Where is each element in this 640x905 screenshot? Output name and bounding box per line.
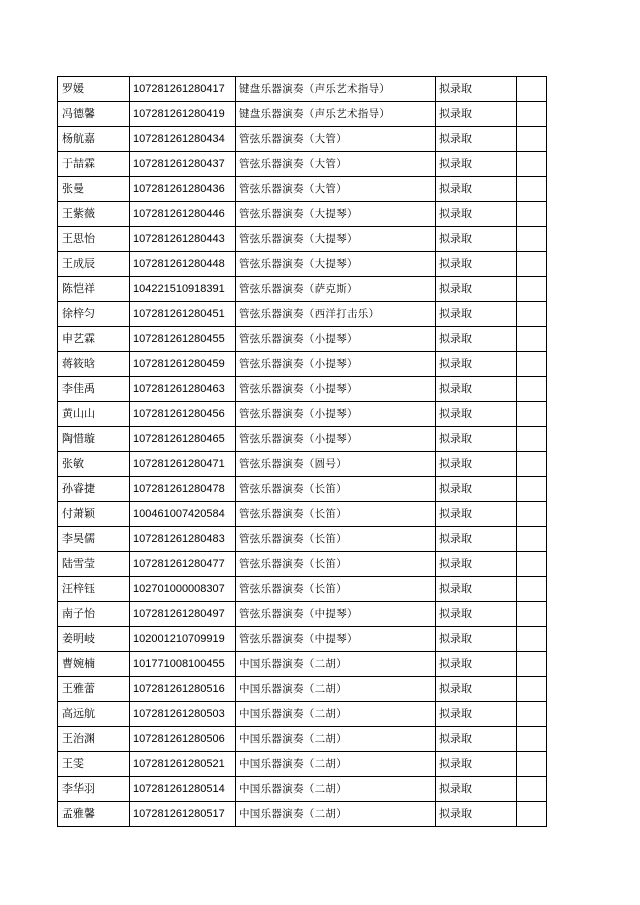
major-cell: 管弦乐器演奏（萨克斯） [236, 277, 436, 302]
result-cell: 拟录取 [436, 102, 517, 127]
major-cell: 中国乐器演奏（二胡） [236, 652, 436, 677]
candidate-name-cell: 曹婉楠 [58, 652, 130, 677]
exam-id-cell: 101771008100455 [130, 652, 236, 677]
result-cell: 拟录取 [436, 227, 517, 252]
remark-cell [517, 577, 547, 602]
result-cell: 拟录取 [436, 152, 517, 177]
major-cell: 管弦乐器演奏（大管） [236, 127, 436, 152]
table-body [58, 77, 547, 827]
remark-cell [517, 802, 547, 827]
remark-cell [517, 527, 547, 552]
table-row [58, 552, 547, 577]
major-cell: 管弦乐器演奏（大提琴） [236, 252, 436, 277]
exam-id-cell: 107281261280459 [130, 352, 236, 377]
result-cell: 拟录取 [436, 177, 517, 202]
major-cell: 中国乐器演奏（二胡） [236, 702, 436, 727]
remark-cell [517, 652, 547, 677]
exam-id-cell: 107281261280517 [130, 802, 236, 827]
exam-id-cell: 107281261280463 [130, 377, 236, 402]
major-cell: 管弦乐器演奏（大提琴） [236, 202, 436, 227]
table-row [58, 502, 547, 527]
exam-id-cell: 107281261280455 [130, 327, 236, 352]
remark-cell [517, 202, 547, 227]
exam-id-cell: 104221510918391 [130, 277, 236, 302]
result-cell: 拟录取 [436, 477, 517, 502]
table-row [58, 752, 547, 777]
remark-cell [517, 77, 547, 102]
table-row [58, 727, 547, 752]
major-cell: 中国乐器演奏（二胡） [236, 677, 436, 702]
table-row [58, 577, 547, 602]
remark-cell [517, 102, 547, 127]
exam-id-cell: 107281261280456 [130, 402, 236, 427]
result-cell: 拟录取 [436, 302, 517, 327]
result-cell: 拟录取 [436, 402, 517, 427]
exam-id-cell: 107281261280478 [130, 477, 236, 502]
exam-id-cell: 107281261280436 [130, 177, 236, 202]
exam-id-cell: 107281261280443 [130, 227, 236, 252]
candidate-name-cell: 王思怡 [58, 227, 130, 252]
candidate-name-cell: 蒋筱晗 [58, 352, 130, 377]
major-cell: 管弦乐器演奏（大提琴） [236, 227, 436, 252]
remark-cell [517, 352, 547, 377]
remark-cell [517, 752, 547, 777]
result-cell: 拟录取 [436, 602, 517, 627]
exam-id-cell: 107281261280477 [130, 552, 236, 577]
exam-id-cell: 107281261280417 [130, 77, 236, 102]
major-cell: 管弦乐器演奏（中提琴） [236, 602, 436, 627]
major-cell: 管弦乐器演奏（小提琴） [236, 377, 436, 402]
result-cell: 拟录取 [436, 752, 517, 777]
major-cell: 键盘乐器演奏（声乐艺术指导） [236, 102, 436, 127]
result-cell: 拟录取 [436, 327, 517, 352]
table-row [58, 302, 547, 327]
candidate-name-cell: 李佳禹 [58, 377, 130, 402]
candidate-name-cell: 南子怡 [58, 602, 130, 627]
exam-id-cell: 107281261280434 [130, 127, 236, 152]
candidate-name-cell: 付萧颖 [58, 502, 130, 527]
table-row [58, 702, 547, 727]
result-cell: 拟录取 [436, 677, 517, 702]
exam-id-cell: 107281261280437 [130, 152, 236, 177]
exam-id-cell: 107281261280503 [130, 702, 236, 727]
exam-id-cell: 107281261280446 [130, 202, 236, 227]
table-row [58, 102, 547, 127]
admission-table [57, 76, 547, 827]
remark-cell [517, 727, 547, 752]
result-cell: 拟录取 [436, 652, 517, 677]
candidate-name-cell: 陈恺祥 [58, 277, 130, 302]
candidate-name-cell: 冯德馨 [58, 102, 130, 127]
remark-cell [517, 402, 547, 427]
result-cell: 拟录取 [436, 577, 517, 602]
exam-id-cell: 107281261280483 [130, 527, 236, 552]
major-cell: 管弦乐器演奏（小提琴） [236, 327, 436, 352]
exam-id-cell: 107281261280471 [130, 452, 236, 477]
table-row [58, 652, 547, 677]
remark-cell [517, 327, 547, 352]
result-cell: 拟录取 [436, 777, 517, 802]
candidate-name-cell: 徐梓匀 [58, 302, 130, 327]
candidate-name-cell: 陆雪莹 [58, 552, 130, 577]
major-cell: 管弦乐器演奏（长笛） [236, 552, 436, 577]
exam-id-cell: 107281261280521 [130, 752, 236, 777]
remark-cell [517, 427, 547, 452]
remark-cell [517, 302, 547, 327]
candidate-name-cell: 孙睿捷 [58, 477, 130, 502]
table-row [58, 327, 547, 352]
remark-cell [517, 602, 547, 627]
table-row [58, 352, 547, 377]
remark-cell [517, 452, 547, 477]
exam-id-cell: 107281261280465 [130, 427, 236, 452]
result-cell: 拟录取 [436, 277, 517, 302]
table-row [58, 602, 547, 627]
exam-id-cell: 107281261280448 [130, 252, 236, 277]
result-cell: 拟录取 [436, 727, 517, 752]
result-cell: 拟录取 [436, 552, 517, 577]
table-row [58, 777, 547, 802]
remark-cell [517, 777, 547, 802]
result-cell: 拟录取 [436, 77, 517, 102]
candidate-name-cell: 李华羽 [58, 777, 130, 802]
candidate-name-cell: 王紫薇 [58, 202, 130, 227]
candidate-name-cell: 杨航嘉 [58, 127, 130, 152]
table-row [58, 177, 547, 202]
remark-cell [517, 627, 547, 652]
table-row [58, 527, 547, 552]
candidate-name-cell: 王治渊 [58, 727, 130, 752]
remark-cell [517, 377, 547, 402]
candidate-name-cell: 于喆霖 [58, 152, 130, 177]
table-row [58, 202, 547, 227]
result-cell: 拟录取 [436, 627, 517, 652]
remark-cell [517, 477, 547, 502]
table-row [58, 152, 547, 177]
major-cell: 中国乐器演奏（二胡） [236, 727, 436, 752]
exam-id-cell: 107281261280419 [130, 102, 236, 127]
table-row [58, 252, 547, 277]
table-row [58, 677, 547, 702]
result-cell: 拟录取 [436, 702, 517, 727]
result-cell: 拟录取 [436, 527, 517, 552]
table-row [58, 627, 547, 652]
exam-id-cell: 107281261280451 [130, 302, 236, 327]
result-cell: 拟录取 [436, 502, 517, 527]
major-cell: 管弦乐器演奏（中提琴） [236, 627, 436, 652]
result-cell: 拟录取 [436, 252, 517, 277]
major-cell: 管弦乐器演奏（圆号） [236, 452, 436, 477]
table-row [58, 802, 547, 827]
remark-cell [517, 252, 547, 277]
candidate-name-cell: 王成辰 [58, 252, 130, 277]
candidate-name-cell: 王雯 [58, 752, 130, 777]
exam-id-cell: 100461007420584 [130, 502, 236, 527]
major-cell: 键盘乐器演奏（声乐艺术指导） [236, 77, 436, 102]
candidate-name-cell: 陶惜璇 [58, 427, 130, 452]
candidate-name-cell: 张敏 [58, 452, 130, 477]
table-row [58, 227, 547, 252]
result-cell: 拟录取 [436, 452, 517, 477]
exam-id-cell: 102001210709919 [130, 627, 236, 652]
table-row [58, 452, 547, 477]
table-row [58, 377, 547, 402]
remark-cell [517, 677, 547, 702]
candidate-name-cell: 罗媛 [58, 77, 130, 102]
candidate-name-cell: 汪梓钰 [58, 577, 130, 602]
major-cell: 中国乐器演奏（二胡） [236, 802, 436, 827]
result-cell: 拟录取 [436, 802, 517, 827]
exam-id-cell: 107281261280516 [130, 677, 236, 702]
major-cell: 管弦乐器演奏（小提琴） [236, 352, 436, 377]
major-cell: 管弦乐器演奏（长笛） [236, 577, 436, 602]
remark-cell [517, 702, 547, 727]
candidate-name-cell: 孟雅馨 [58, 802, 130, 827]
table-row [58, 427, 547, 452]
remark-cell [517, 152, 547, 177]
table-row [58, 477, 547, 502]
exam-id-cell: 107281261280506 [130, 727, 236, 752]
major-cell: 管弦乐器演奏（长笛） [236, 527, 436, 552]
result-cell: 拟录取 [436, 427, 517, 452]
candidate-name-cell: 姜明岐 [58, 627, 130, 652]
remark-cell [517, 227, 547, 252]
candidate-name-cell: 申艺霖 [58, 327, 130, 352]
table-row [58, 277, 547, 302]
remark-cell [517, 177, 547, 202]
remark-cell [517, 502, 547, 527]
table-row [58, 127, 547, 152]
remark-cell [517, 127, 547, 152]
exam-id-cell: 107281261280497 [130, 602, 236, 627]
candidate-name-cell: 高远航 [58, 702, 130, 727]
major-cell: 中国乐器演奏（二胡） [236, 777, 436, 802]
candidate-name-cell: 李昊儒 [58, 527, 130, 552]
result-cell: 拟录取 [436, 202, 517, 227]
exam-id-cell: 102701000008307 [130, 577, 236, 602]
table-row [58, 77, 547, 102]
major-cell: 管弦乐器演奏（西洋打击乐） [236, 302, 436, 327]
remark-cell [517, 552, 547, 577]
candidate-name-cell: 张曼 [58, 177, 130, 202]
major-cell: 管弦乐器演奏（大管） [236, 177, 436, 202]
candidate-name-cell: 王雅蕾 [58, 677, 130, 702]
result-cell: 拟录取 [436, 377, 517, 402]
major-cell: 管弦乐器演奏（长笛） [236, 477, 436, 502]
major-cell: 管弦乐器演奏（长笛） [236, 502, 436, 527]
major-cell: 管弦乐器演奏（小提琴） [236, 402, 436, 427]
major-cell: 管弦乐器演奏（小提琴） [236, 427, 436, 452]
remark-cell [517, 277, 547, 302]
candidate-name-cell: 黄山山 [58, 402, 130, 427]
table-row [58, 402, 547, 427]
major-cell: 中国乐器演奏（二胡） [236, 752, 436, 777]
result-cell: 拟录取 [436, 352, 517, 377]
result-cell: 拟录取 [436, 127, 517, 152]
major-cell: 管弦乐器演奏（大管） [236, 152, 436, 177]
exam-id-cell: 107281261280514 [130, 777, 236, 802]
